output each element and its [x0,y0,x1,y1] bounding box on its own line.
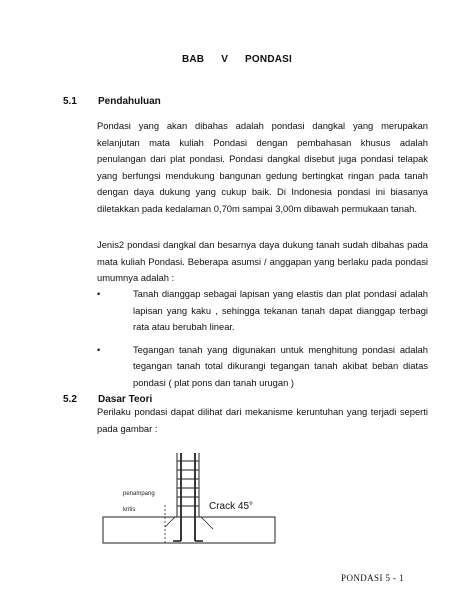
footing-slab [103,517,275,543]
section-number: 5.1 [63,96,77,107]
crack-label: Crack 45° [209,501,254,512]
chapter-title: BAB V PONDASI [181,54,293,65]
list-item [97,342,428,392]
paragraph-text: Perilaku pondasi dapat dilihat dari mekanisme keruntuhan yang terjadi seperti pada gambar : [97,406,428,434]
paragraph-text: Jenis2 pondasi dangkal dan besarnya daya dukung tanah sudah dibahas pada mata kuliah Pondasi. Beberapa asumsi / anggapan yang berlaku pada pondasi umumnya adalah : [97,239,428,284]
theory-paragraph [97,404,428,437]
assumptions-list [97,286,428,392]
critical-section-label: kritis [123,507,136,513]
page-footer: PONDASI 5 - 1 [341,573,404,583]
critical-section-label: penampang [123,491,155,497]
section-title: Dasar Teori [98,394,153,405]
foundation-failure-figure [95,445,285,560]
paragraph-text: Pondasi yang akan dibahas adalah pondasi dangkal yang merupakan kelanjutan mata kuliah Pondasi dengan pembahasan khusus adalah penulangan dari plat pondasi. Pondasi dangkal disebut juga pondasi telapak yang berfungsi mendukung bangunan gedung bertingkat ringan pada tanah dengan daya dukung yang cukup baik. Di Indonesia pondasi ini biasanya diletakkan pada kedalaman 0,70m sampai 3,00m dibawah permukaan tanah. [97,120,428,214]
intro-paragraph [97,118,428,218]
assumptions-paragraph [97,237,428,287]
list-item-text: Tanah dianggap sebagai lapisan yang elastis dan plat pondasi adalah lapisan yang kaku , sehingga tekanan tanah dapat dianggap terbagi rata atau berubah linear. [133,288,428,333]
section-title: Pendahuluan [98,96,161,107]
list-item [97,286,428,336]
crack-line-right [201,517,213,529]
list-item-text: Tegangan tanah yang digunakan untuk menghitung pondasi adalah tegangan tanah total dikurangi tegangan tanah akibat beban diatas pondasi ( plat pons dan tanah urugan ) [133,343,428,388]
bullet-icon: • [97,288,101,299]
bullet-icon: • [97,343,101,355]
crack-line-left [165,517,175,527]
section-number: 5.2 [63,394,77,405]
